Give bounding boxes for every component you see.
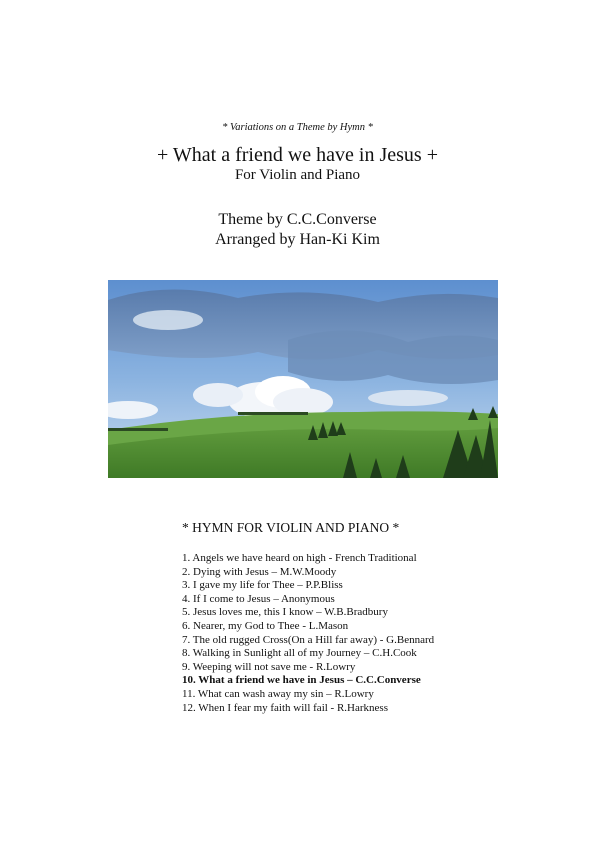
landscape-photo — [108, 280, 498, 478]
hymn-list-heading: * HYMN FOR VIOLIN AND PIANO * — [182, 520, 400, 535]
list-item-current: 10. What a friend we have in Jesus – C.C.Converse — [182, 674, 421, 687]
list-item: 11. What can wash away my sin – R.Lowry — [182, 687, 374, 700]
list-item: 4. If I come to Jesus – Anonymous — [182, 592, 335, 605]
arranger-credit: Arranged by Han-Ki Kim — [215, 231, 380, 248]
credits — [0, 210, 595, 250]
list-item: 9. Weeping will not save me - R.Lowry — [182, 660, 356, 673]
page-title: + What a friend we have in Jesus + — [157, 144, 438, 166]
list-item: 7. The old rugged Cross(On a Hill far away) - G.Bennard — [182, 633, 435, 646]
list-item: 12. When I fear my faith will fail - R.Harkness — [182, 701, 388, 714]
list-item: 5. Jesus loves me, this I know – W.B.Bradbury — [182, 606, 388, 619]
list-item: 3. I gave my life for Thee – P.P.Bliss — [182, 579, 343, 592]
list-item: 6. Nearer, my God to Thee - L.Mason — [182, 619, 349, 632]
instrumentation: For Violin and Piano — [234, 167, 361, 183]
hymn-list — [182, 552, 434, 715]
series-subtitle: * Variations on a Theme by Hymn * — [222, 122, 373, 133]
theme-credit: Theme by C.C.Converse — [218, 211, 377, 228]
list-item: 8. Walking in Sunlight all of my Journey – C.H.Cook — [182, 647, 417, 660]
list-item: 1. Angels we have heard on high - French Traditional — [182, 552, 417, 564]
list-item: 2. Dying with Jesus – M.W.Moody — [182, 565, 337, 578]
